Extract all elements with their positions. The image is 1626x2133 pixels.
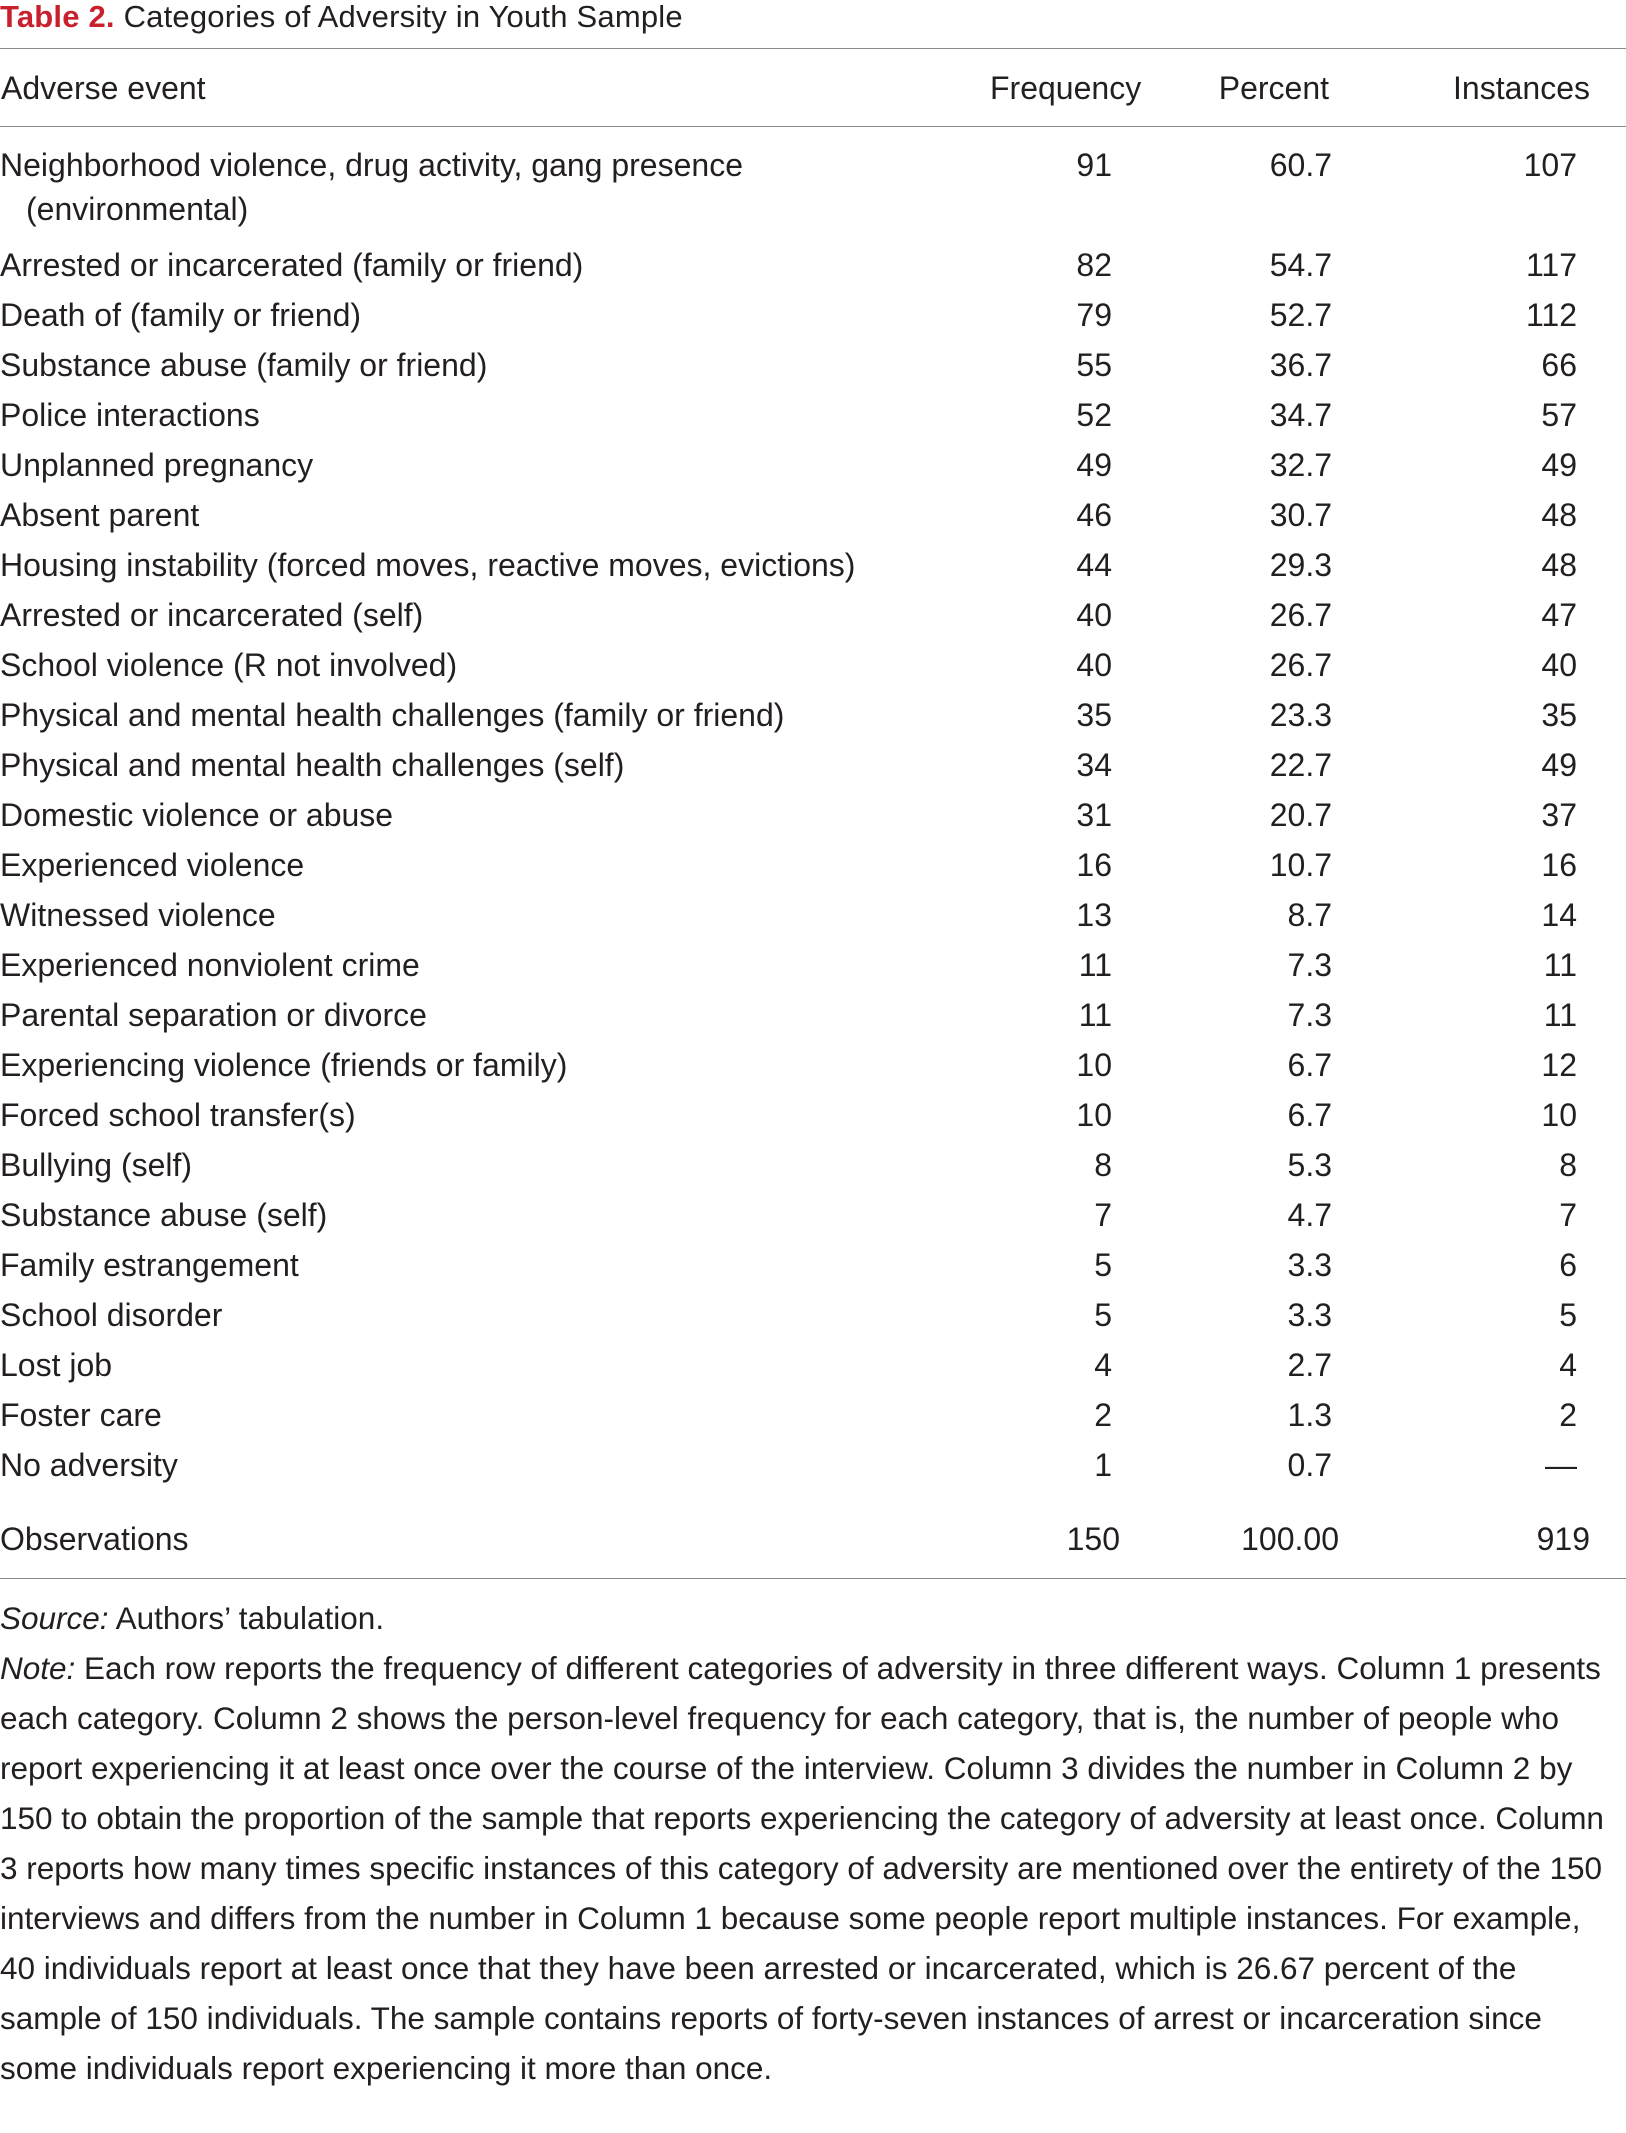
col-header-percent: Percent: [1218, 70, 1329, 106]
table-row: [0, 393, 1626, 443]
table-row: [0, 743, 1626, 793]
row-event-text: Experienced nonviolent crime: [0, 947, 420, 983]
row-event: [0, 493, 990, 543]
row-event-text: Police interactions: [0, 397, 260, 433]
row-instances: 12: [1541, 1047, 1577, 1083]
row-frequency: 40: [1076, 647, 1112, 683]
row-spacer: [1590, 1043, 1626, 1093]
row-spacer: [1590, 1343, 1626, 1393]
row-percent: 7.3: [1287, 947, 1332, 983]
row-frequency: 49: [1076, 447, 1112, 483]
observations-instances: 919: [1536, 1521, 1590, 1557]
row-percent: 3.3: [1287, 1247, 1332, 1283]
row-percent: 30.7: [1269, 497, 1332, 533]
row-event-text: Experiencing violence (friends or family): [0, 1047, 568, 1083]
table-title: Categories of Adversity in Youth Sample: [123, 0, 683, 34]
row-event-text: Unplanned pregnancy: [0, 447, 314, 483]
row-frequency: 35: [1076, 697, 1112, 733]
row-event: [0, 1193, 990, 1243]
row-spacer: [1590, 1443, 1626, 1493]
row-frequency: 4: [1094, 1347, 1112, 1383]
table-row: [0, 1293, 1626, 1343]
row-event: [0, 843, 990, 893]
row-spacer: [1590, 443, 1626, 493]
row-frequency: 40: [1076, 597, 1112, 633]
row-instances: 40: [1541, 647, 1577, 683]
table-row: [0, 1443, 1626, 1493]
row-instances: 6: [1559, 1247, 1577, 1283]
col-header-frequency: Frequency: [990, 70, 1142, 106]
row-spacer: [1590, 693, 1626, 743]
table-row: [0, 593, 1626, 643]
table-row: [0, 1243, 1626, 1293]
row-event-text: Lost job: [0, 1347, 113, 1383]
row-percent: 52.7: [1269, 297, 1332, 333]
row-percent: 8.7: [1287, 897, 1332, 933]
row-event: [0, 1343, 990, 1393]
row-event-text: Forced school transfer(s): [0, 1097, 356, 1133]
row-event-text: Experienced violence: [0, 847, 305, 883]
table-notes: [0, 1593, 1620, 2093]
row-frequency: 34: [1076, 747, 1112, 783]
table-row: [0, 1193, 1626, 1243]
row-percent: 29.3: [1269, 547, 1332, 583]
row-percent: 60.7: [1269, 147, 1332, 183]
table-row: [0, 293, 1626, 343]
row-spacer: [1590, 793, 1626, 843]
row-event: [0, 1093, 990, 1143]
table-row: [0, 143, 1626, 243]
table-row: [0, 993, 1626, 1043]
row-event-text: Parental separation or divorce: [0, 997, 427, 1033]
row-frequency: 55: [1076, 347, 1112, 383]
observations-frequency: 150: [1066, 1521, 1120, 1557]
row-event: [0, 643, 990, 693]
row-spacer: [1590, 143, 1626, 243]
row-instances: 48: [1541, 547, 1577, 583]
row-frequency: 46: [1076, 497, 1112, 533]
table-header: [0, 48, 1626, 128]
row-event-text: Family estrangement: [0, 1247, 299, 1283]
row-instances: 37: [1541, 797, 1577, 833]
table-row: [0, 693, 1626, 743]
row-frequency: 8: [1094, 1147, 1112, 1183]
row-event: [0, 793, 990, 843]
row-percent: 5.3: [1287, 1147, 1332, 1183]
row-event-text: School violence (R not involved): [0, 647, 458, 683]
row-instances: 49: [1541, 747, 1577, 783]
row-percent: 23.3: [1269, 697, 1332, 733]
row-event-text: Substance abuse (self): [0, 1197, 328, 1233]
row-event: [0, 143, 990, 243]
row-spacer: [1590, 1243, 1626, 1293]
row-event: [0, 743, 990, 793]
row-event: [0, 893, 990, 943]
row-percent: 34.7: [1269, 397, 1332, 433]
row-event-text: School disorder: [0, 1297, 223, 1333]
row-percent: 22.7: [1269, 747, 1332, 783]
row-instances: 107: [1523, 147, 1577, 183]
row-instances: 4: [1559, 1347, 1577, 1383]
table-row: [0, 843, 1626, 893]
row-event: [0, 1443, 990, 1493]
table-row: [0, 493, 1626, 543]
row-event-text: Witnessed violence: [0, 897, 276, 933]
row-instances: 48: [1541, 497, 1577, 533]
row-instances: 66: [1541, 347, 1577, 383]
note-paragraph: [0, 1643, 1620, 2093]
row-spacer: [1590, 743, 1626, 793]
row-event: [0, 993, 990, 1043]
row-instances: 11: [1543, 947, 1577, 983]
row-event-text: Physical and mental health challenges (family or friend): [0, 697, 785, 733]
row-event-text: Neighborhood violence, drug activity, gang presence: [0, 147, 743, 183]
row-percent: 0.7: [1287, 1447, 1332, 1483]
bottom-rule: [0, 1578, 1626, 1579]
row-frequency: 11: [1078, 997, 1112, 1033]
row-instances: 117: [1525, 247, 1577, 283]
row-percent: 26.7: [1269, 647, 1332, 683]
row-event-text: Bullying (self): [0, 1147, 193, 1183]
row-percent: 1.3: [1287, 1397, 1332, 1433]
row-percent: 20.7: [1269, 797, 1332, 833]
row-event: [0, 293, 990, 343]
table-body: [0, 143, 1626, 1493]
row-frequency: 13: [1076, 897, 1112, 933]
row-spacer: [1590, 1393, 1626, 1443]
table-row: [0, 243, 1626, 293]
row-instances: 11: [1543, 997, 1577, 1033]
row-event-text: Absent parent: [0, 497, 200, 533]
row-event: [0, 1243, 990, 1293]
row-event: [0, 1143, 990, 1193]
row-percent: 10.7: [1269, 847, 1332, 883]
row-event: [0, 393, 990, 443]
table-row: [0, 943, 1626, 993]
row-instances: 7: [1559, 1197, 1577, 1233]
row-percent: 3.3: [1287, 1297, 1332, 1333]
row-event-text: Arrested or incarcerated (family or friend): [0, 247, 584, 283]
row-percent: 4.7: [1287, 1197, 1332, 1233]
table-row: [0, 1093, 1626, 1143]
row-spacer: [1590, 993, 1626, 1043]
row-instances: 47: [1541, 597, 1577, 633]
row-spacer: [1590, 1093, 1626, 1143]
row-spacer: [1590, 243, 1626, 293]
row-instances: 8: [1559, 1147, 1577, 1183]
row-percent: 54.7: [1269, 247, 1332, 283]
row-event-text: Domestic violence or abuse: [0, 797, 394, 833]
row-frequency: 44: [1076, 547, 1112, 583]
row-event-text: Physical and mental health challenges (self): [0, 747, 625, 783]
note-text: Each row reports the frequency of different categories of adversity in three different ways. Column 1 presents each category. Column 2 shows the person-level frequency for each category, that is, the number of people who report experiencing it at least once over the course of the interview. Column 3 divides the number in Column 2 by 150 to obtain the proportion of the sample that reports experiencing the category of adversity at least once. Column 3 reports how many times specific instances of this category of adversity are mentioned over the entirety of the 150 interviews and differs from the number in Column 1 because some people report multiple instances. For example, 40 individuals report at least once that they have been arrested or incarcerated, which is 26.67 percent of the sample of 150 individuals. The sample contains reports of forty-seven instances of arrest or incarceration since some individuals report experiencing it more than once.: [0, 1650, 1604, 2086]
table-label: Table 2.: [0, 0, 115, 34]
row-instances: 2: [1559, 1397, 1577, 1433]
row-instances: —: [1545, 1447, 1577, 1483]
row-instances: 14: [1541, 897, 1577, 933]
row-event-text: Death of (family or friend): [0, 297, 362, 333]
observations-label: Observations: [0, 1521, 189, 1557]
row-instances: 5: [1559, 1297, 1577, 1333]
row-frequency: 11: [1078, 947, 1112, 983]
row-event: [0, 593, 990, 643]
row-event: [0, 1393, 990, 1443]
row-frequency: 79: [1076, 297, 1112, 333]
row-spacer: [1590, 1193, 1626, 1243]
row-spacer: [1590, 593, 1626, 643]
row-spacer: [1590, 393, 1626, 443]
observations-percent: 100.00: [1241, 1521, 1339, 1557]
row-spacer: [1590, 893, 1626, 943]
table-row: [0, 793, 1626, 843]
table-row: [0, 1393, 1626, 1443]
row-spacer: [1590, 343, 1626, 393]
row-percent: 36.7: [1269, 347, 1332, 383]
row-spacer: [1590, 1143, 1626, 1193]
table-row: [0, 543, 1626, 593]
row-percent: 7.3: [1287, 997, 1332, 1033]
row-event: [0, 343, 990, 393]
row-percent: 32.7: [1269, 447, 1332, 483]
row-event-text: Foster care: [0, 1397, 162, 1433]
row-frequency: 5: [1094, 1247, 1112, 1283]
row-instances: 49: [1541, 447, 1577, 483]
table-row: [0, 893, 1626, 943]
row-percent: 6.7: [1287, 1097, 1332, 1133]
row-spacer: [1590, 943, 1626, 993]
row-event-text: Arrested or incarcerated (self): [0, 597, 424, 633]
row-frequency: 52: [1076, 397, 1112, 433]
row-event-text: No adversity: [0, 1447, 178, 1483]
row-percent: 26.7: [1269, 597, 1332, 633]
row-event-continuation: (environmental): [26, 191, 249, 227]
table-row: [0, 343, 1626, 393]
row-instances: 112: [1525, 297, 1577, 333]
row-event: [0, 1293, 990, 1343]
row-instances: 35: [1541, 697, 1577, 733]
row-spacer: [1590, 643, 1626, 693]
row-event: [0, 443, 990, 493]
row-frequency: 91: [1076, 147, 1112, 183]
row-event-text: Substance abuse (family or friend): [0, 347, 488, 383]
row-frequency: 7: [1094, 1197, 1112, 1233]
row-spacer: [1590, 543, 1626, 593]
row-spacer: [1590, 293, 1626, 343]
source-note: [0, 1593, 1620, 1643]
table-row: [0, 643, 1626, 693]
row-spacer: [1590, 1293, 1626, 1343]
row-spacer: [1590, 843, 1626, 893]
row-instances: 10: [1541, 1097, 1577, 1133]
observations-row: [0, 1517, 1626, 1567]
row-frequency: 1: [1094, 1447, 1112, 1483]
row-frequency: 82: [1076, 247, 1112, 283]
row-frequency: 5: [1094, 1297, 1112, 1333]
col-header-event: Adverse event: [1, 70, 206, 106]
row-percent: 6.7: [1287, 1047, 1332, 1083]
row-instances: 16: [1541, 847, 1577, 883]
row-frequency: 10: [1076, 1097, 1112, 1133]
row-event: [0, 1043, 990, 1093]
row-instances: 57: [1541, 397, 1577, 433]
row-event: [0, 693, 990, 743]
row-percent: 2.7: [1287, 1347, 1332, 1383]
col-header-instances: Instances: [1453, 70, 1590, 106]
table-row: [0, 1343, 1626, 1393]
row-spacer: [1590, 493, 1626, 543]
note-label: Note:: [0, 1650, 76, 1686]
row-frequency: 31: [1076, 797, 1112, 833]
row-event: [0, 543, 990, 593]
table-row: [0, 1143, 1626, 1193]
table-row: [0, 443, 1626, 493]
header-rule: [0, 126, 1626, 127]
table-row: [0, 1043, 1626, 1093]
row-event: [0, 943, 990, 993]
row-event: [0, 243, 990, 293]
row-frequency: 10: [1076, 1047, 1112, 1083]
row-frequency: 2: [1094, 1397, 1112, 1433]
source-text: Authors’ tabulation.: [108, 1600, 385, 1636]
row-frequency: 16: [1076, 847, 1112, 883]
row-event-text: Housing instability (forced moves, reactive moves, evictions): [0, 547, 856, 583]
source-label: Source:: [0, 1600, 109, 1636]
table-caption: [0, 2, 683, 32]
